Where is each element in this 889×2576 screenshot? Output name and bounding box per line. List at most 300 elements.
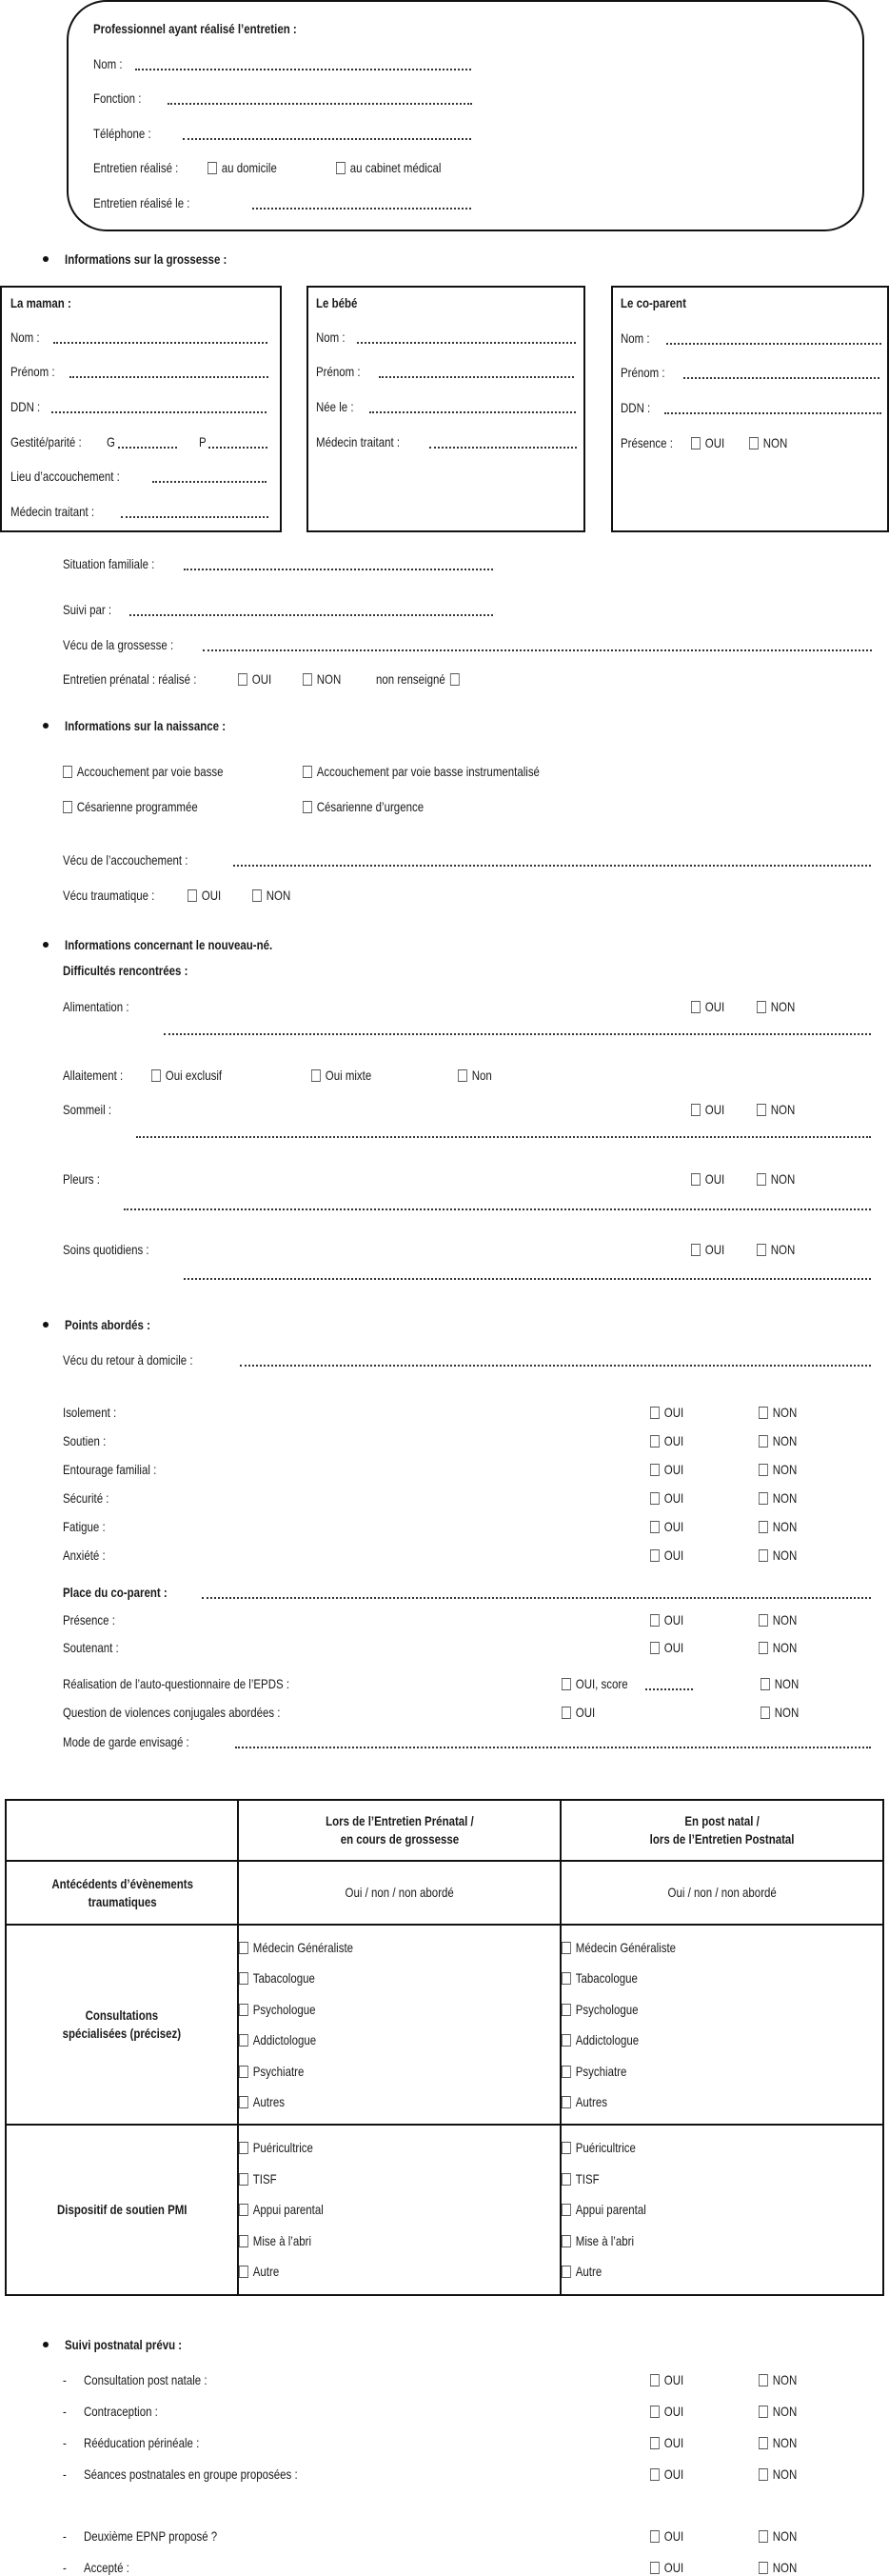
checkbox[interactable] bbox=[650, 1549, 660, 1562]
checkbox[interactable] bbox=[562, 2204, 571, 2216]
alimentation-non[interactable] bbox=[757, 998, 795, 1015]
oui-label: OUI bbox=[663, 2372, 684, 2387]
table-option[interactable] bbox=[562, 2025, 825, 2056]
dash-marker: - bbox=[63, 2372, 67, 2387]
checkbox[interactable] bbox=[562, 2235, 571, 2247]
soins-non[interactable] bbox=[757, 1241, 795, 1258]
oui-label: OUI bbox=[704, 1171, 725, 1187]
checkbox[interactable] bbox=[650, 2530, 660, 2543]
table-header-row bbox=[6, 1800, 883, 1861]
checkbox[interactable] bbox=[759, 2374, 768, 2386]
antecedents-prenatal-value[interactable] bbox=[238, 1861, 560, 1925]
alimentation-oui[interactable] bbox=[691, 998, 724, 1015]
vecu-retour-label: Vécu du retour à domicile : bbox=[63, 1352, 193, 1368]
place-coparent-field[interactable] bbox=[202, 1597, 871, 1599]
checkbox[interactable] bbox=[691, 1244, 701, 1256]
checkbox[interactable] bbox=[458, 1069, 467, 1082]
table-row bbox=[6, 2125, 883, 2295]
prof-entretien-realise-label: Entretien réalisé : bbox=[93, 160, 179, 175]
points-coparent-label: Soutenant : bbox=[63, 1640, 119, 1655]
suivi-item-oui[interactable] bbox=[650, 2434, 683, 2451]
table-option[interactable] bbox=[562, 1994, 825, 2026]
table-option[interactable] bbox=[562, 2256, 825, 2287]
place-coparent-label: Place du co-parent : bbox=[63, 1585, 168, 1600]
checkbox[interactable] bbox=[759, 1614, 768, 1627]
option-label: Accouchement par voie basse bbox=[76, 764, 224, 779]
bebe-nee-label: Née le : bbox=[316, 399, 354, 414]
non-label: NON bbox=[772, 2404, 798, 2419]
points-item-oui[interactable] bbox=[650, 1461, 683, 1478]
prof-nom-label: Nom : bbox=[93, 56, 123, 71]
table-option[interactable] bbox=[239, 2164, 502, 2195]
maman-p-label: P bbox=[199, 434, 207, 449]
checkbox[interactable] bbox=[562, 1707, 571, 1719]
suivi-item-label: Rééducation périnéale : bbox=[84, 2435, 200, 2450]
checkbox[interactable] bbox=[650, 2562, 660, 2574]
suivi-item-oui[interactable] bbox=[650, 2466, 683, 2483]
coparent-prenom-field[interactable] bbox=[683, 377, 879, 379]
checkbox[interactable] bbox=[303, 766, 312, 778]
alimentation-label: Alimentation : bbox=[63, 999, 129, 1014]
maman-nom-field[interactable] bbox=[53, 342, 267, 344]
suivi-item2-non[interactable] bbox=[759, 2527, 797, 2545]
checkbox[interactable] bbox=[759, 2468, 768, 2481]
violences-label: Question de violences conjugales abordées : bbox=[63, 1705, 281, 1720]
checkbox[interactable] bbox=[761, 1707, 770, 1719]
table-option[interactable] bbox=[239, 2056, 502, 2087]
bullet-icon bbox=[43, 1322, 49, 1328]
suivi-item2-non[interactable] bbox=[759, 2559, 797, 2576]
antecedents-postnatal-value[interactable] bbox=[561, 1861, 883, 1925]
points-item-oui[interactable] bbox=[650, 1432, 683, 1449]
naissance-option[interactable] bbox=[63, 763, 224, 780]
option-label: Addictologue bbox=[575, 2032, 639, 2047]
maman-p-field[interactable] bbox=[208, 447, 267, 449]
pleurs-non[interactable] bbox=[757, 1170, 795, 1188]
table-row bbox=[6, 1861, 883, 1925]
allaitement-option[interactable] bbox=[151, 1067, 222, 1084]
coparent-presence-label: Présence : bbox=[621, 435, 673, 450]
maman-gestite-label: Gestité/parité : bbox=[10, 434, 82, 449]
points-item-non[interactable] bbox=[759, 1518, 797, 1535]
checkbox[interactable] bbox=[303, 801, 312, 813]
option-label: Autre bbox=[575, 2264, 602, 2280]
naissance-heading: Informations sur la naissance : bbox=[65, 718, 227, 733]
option-label: Puéricultrice bbox=[253, 2140, 314, 2156]
coparent-ddn-field[interactable] bbox=[664, 412, 881, 414]
checkbox[interactable] bbox=[450, 673, 460, 686]
checkbox[interactable] bbox=[759, 2562, 768, 2574]
points-item-non[interactable] bbox=[759, 1461, 797, 1478]
option-label: Oui exclusif bbox=[165, 1068, 223, 1083]
header-line: Lors de l’Entretien Prénatal / bbox=[325, 1813, 474, 1828]
points-item-oui[interactable] bbox=[650, 1404, 683, 1421]
vecu-retour-field[interactable] bbox=[240, 1365, 871, 1367]
coparent-box bbox=[611, 286, 889, 532]
oui-label: OUI bbox=[201, 888, 222, 903]
table-option[interactable] bbox=[562, 2226, 825, 2257]
points-item-oui[interactable] bbox=[650, 1489, 683, 1507]
coparent-presence-oui[interactable] bbox=[691, 434, 724, 451]
checkbox[interactable] bbox=[761, 1678, 770, 1690]
bullet-icon bbox=[43, 2342, 49, 2347]
checkbox[interactable] bbox=[650, 2468, 660, 2481]
checkbox[interactable] bbox=[757, 1173, 766, 1186]
maman-box bbox=[0, 286, 282, 532]
checkbox[interactable] bbox=[562, 1678, 571, 1690]
table-corner-cell bbox=[6, 1800, 238, 1861]
table-option[interactable] bbox=[562, 2164, 825, 2195]
checkbox[interactable] bbox=[239, 2235, 248, 2247]
suivi-item-oui[interactable] bbox=[650, 2403, 683, 2420]
entretien-prenatal-non[interactable] bbox=[303, 670, 341, 688]
points-coparent-non[interactable] bbox=[759, 1639, 797, 1656]
checkbox[interactable] bbox=[238, 673, 247, 686]
oui-label: OUI bbox=[663, 2560, 684, 2575]
sommeil-label: Sommeil : bbox=[63, 1102, 112, 1117]
oui-label: OUI bbox=[663, 2466, 684, 2482]
table-option[interactable] bbox=[239, 1932, 502, 1964]
vecu-traumatique-label: Vécu traumatique : bbox=[63, 888, 155, 903]
checkbox[interactable] bbox=[691, 437, 701, 449]
table-option[interactable] bbox=[562, 1932, 825, 1964]
row-label-consultations bbox=[6, 1925, 238, 2125]
coparent-nom-field[interactable] bbox=[666, 343, 881, 345]
epds-score-field[interactable] bbox=[645, 1688, 693, 1690]
option-label: Autre bbox=[253, 2264, 280, 2280]
pleurs-field[interactable] bbox=[124, 1208, 871, 1210]
suivi-item-non[interactable] bbox=[759, 2371, 797, 2388]
pleurs-oui[interactable] bbox=[691, 1170, 724, 1188]
checkbox[interactable] bbox=[759, 1492, 768, 1505]
suivi-item-non[interactable] bbox=[759, 2434, 797, 2451]
option-label: Césarienne d’urgence bbox=[316, 799, 425, 814]
points-item-label: Entourage familial : bbox=[63, 1462, 157, 1477]
non-label: NON bbox=[772, 1548, 798, 1563]
points-item-non[interactable] bbox=[759, 1489, 797, 1507]
entretien-prenatal-oui[interactable] bbox=[238, 670, 271, 688]
table-header-prenatal bbox=[238, 1800, 560, 1861]
checkbox[interactable] bbox=[749, 437, 759, 449]
option-label: Psychologue bbox=[575, 2001, 639, 2017]
epds-non[interactable] bbox=[761, 1675, 799, 1692]
points-coparent-oui[interactable] bbox=[650, 1611, 683, 1628]
label-line: Consultations bbox=[85, 2007, 159, 2023]
table-option[interactable] bbox=[239, 2194, 502, 2226]
vecu-accouchement-field[interactable] bbox=[233, 865, 871, 867]
checkbox[interactable] bbox=[151, 1069, 161, 1082]
checkbox[interactable] bbox=[759, 1521, 768, 1533]
vecu-traumatique-non[interactable] bbox=[252, 887, 290, 904]
checkbox[interactable] bbox=[239, 1972, 248, 1985]
maman-ddn-label: DDN : bbox=[10, 399, 41, 414]
checkbox[interactable] bbox=[759, 2530, 768, 2543]
option-label: Appui parental bbox=[575, 2202, 646, 2218]
checkbox[interactable] bbox=[562, 1972, 571, 1985]
checkbox[interactable] bbox=[757, 1104, 766, 1116]
sommeil-oui[interactable] bbox=[691, 1101, 724, 1118]
checkbox[interactable] bbox=[252, 889, 262, 902]
points-coparent-label: Présence : bbox=[63, 1612, 115, 1627]
bebe-nom-label: Nom : bbox=[316, 329, 346, 345]
points-item-oui[interactable] bbox=[650, 1547, 683, 1564]
non-label: NON bbox=[770, 1171, 796, 1187]
allaitement-option[interactable] bbox=[458, 1067, 492, 1084]
checkbox[interactable] bbox=[239, 2066, 248, 2078]
grossesse-heading: Informations sur la grossesse : bbox=[65, 251, 227, 267]
checkbox[interactable] bbox=[650, 2374, 660, 2386]
table-option[interactable] bbox=[239, 2025, 502, 2056]
epds-oui-label: OUI, score bbox=[575, 1676, 628, 1691]
maman-title: La maman : bbox=[10, 295, 71, 310]
table-option[interactable] bbox=[562, 1963, 825, 1994]
checkbox[interactable] bbox=[650, 1435, 660, 1448]
professional-title: Professionnel ayant réalisé l’entretien : bbox=[93, 21, 297, 36]
suivi-item2-label: Deuxième EPNP proposé ? bbox=[84, 2528, 218, 2544]
non-label: NON bbox=[772, 1612, 798, 1627]
maman-prenom-field[interactable] bbox=[69, 376, 268, 378]
option-domicile[interactable] bbox=[207, 159, 277, 176]
checkbox[interactable] bbox=[239, 2034, 248, 2047]
bebe-title: Le bébé bbox=[316, 295, 358, 310]
naissance-option[interactable] bbox=[63, 798, 198, 815]
checkbox[interactable] bbox=[239, 2004, 248, 2016]
points-item-label: Fatigue : bbox=[63, 1519, 106, 1534]
entretien-prenatal-non-renseigne[interactable] bbox=[376, 670, 460, 688]
option-domicile-label: au domicile bbox=[221, 160, 277, 175]
pmi-postnatal-options bbox=[561, 2125, 883, 2295]
bebe-nom-field[interactable] bbox=[357, 342, 576, 344]
consultations-postnatal-options bbox=[561, 1925, 883, 2125]
oui-label: OUI bbox=[704, 1242, 725, 1257]
checkbox[interactable] bbox=[757, 1001, 766, 1013]
value-text: Oui / non / non abordé bbox=[667, 1885, 777, 1900]
oui-label: OUI bbox=[663, 1640, 684, 1655]
vecu-grossesse-field[interactable] bbox=[203, 649, 872, 651]
non-label: NON bbox=[772, 2435, 798, 2450]
table-option[interactable] bbox=[562, 2087, 825, 2118]
alimentation-field[interactable] bbox=[164, 1033, 871, 1035]
mode-garde-field[interactable] bbox=[235, 1747, 871, 1748]
soins-field[interactable] bbox=[184, 1278, 871, 1280]
sommeil-field[interactable] bbox=[136, 1136, 871, 1138]
checkbox[interactable] bbox=[691, 1173, 701, 1186]
non-label: NON bbox=[316, 671, 342, 687]
checkbox[interactable] bbox=[650, 1614, 660, 1627]
checkbox[interactable] bbox=[562, 2266, 571, 2278]
table-option[interactable] bbox=[239, 2087, 502, 2118]
table-option[interactable] bbox=[239, 1963, 502, 1994]
checkbox[interactable] bbox=[691, 1001, 701, 1013]
coparent-prenom-label: Prénom : bbox=[621, 365, 665, 380]
points-item-non[interactable] bbox=[759, 1547, 797, 1564]
suivi-item2-oui[interactable] bbox=[650, 2527, 683, 2545]
suivi-item-oui[interactable] bbox=[650, 2371, 683, 2388]
checkbox[interactable] bbox=[239, 2096, 248, 2108]
points-item-non[interactable] bbox=[759, 1432, 797, 1449]
prof-date-field[interactable] bbox=[252, 208, 471, 210]
checkbox[interactable] bbox=[562, 2004, 571, 2016]
maman-lieu-label: Lieu d’accouchement : bbox=[10, 469, 120, 484]
checkbox[interactable] bbox=[239, 2266, 248, 2278]
header-line: lors de l’Entretien Postnatal bbox=[649, 1831, 795, 1847]
checkbox[interactable] bbox=[759, 1464, 768, 1476]
situation-familiale-field[interactable] bbox=[184, 569, 493, 570]
checkbox[interactable] bbox=[650, 2437, 660, 2449]
points-item-oui[interactable] bbox=[650, 1518, 683, 1535]
option-label: Addictologue bbox=[253, 2032, 317, 2047]
vecu-traumatique-oui[interactable] bbox=[188, 887, 221, 904]
non-label: NON bbox=[770, 1242, 796, 1257]
option-label: Accouchement par voie basse instrumentalisé bbox=[316, 764, 540, 779]
prof-fonction-label: Fonction : bbox=[93, 90, 142, 106]
non-label: NON bbox=[772, 1519, 798, 1534]
checkbox[interactable] bbox=[650, 1642, 660, 1654]
checkbox-domicile[interactable] bbox=[207, 162, 217, 174]
checkbox[interactable] bbox=[650, 1521, 660, 1533]
checkbox[interactable] bbox=[239, 1942, 248, 1954]
checkbox[interactable] bbox=[562, 2096, 571, 2108]
option-label: Autres bbox=[253, 2094, 286, 2109]
option-label: Oui mixte bbox=[325, 1068, 372, 1083]
prof-nom-field[interactable] bbox=[135, 69, 471, 70]
table-option[interactable] bbox=[562, 2056, 825, 2087]
dash-marker: - bbox=[63, 2404, 67, 2419]
maman-ddn-field[interactable] bbox=[51, 411, 267, 413]
dash-marker: - bbox=[63, 2560, 67, 2575]
bebe-medecin-field[interactable] bbox=[429, 447, 577, 449]
suivi-item2-oui[interactable] bbox=[650, 2559, 683, 2576]
bebe-nee-field[interactable] bbox=[369, 411, 576, 413]
sommeil-non[interactable] bbox=[757, 1101, 795, 1118]
allaitement-option[interactable] bbox=[311, 1067, 371, 1084]
header-line: En post natal / bbox=[684, 1813, 760, 1828]
oui-label: OUI bbox=[663, 1490, 684, 1506]
checkbox[interactable] bbox=[759, 1549, 768, 1562]
checkbox[interactable] bbox=[63, 801, 72, 813]
suivi-item-non[interactable] bbox=[759, 2466, 797, 2483]
checkbox[interactable] bbox=[239, 2142, 248, 2154]
maman-g-field[interactable] bbox=[118, 447, 177, 449]
checkbox[interactable] bbox=[650, 1407, 660, 1419]
points-item-label: Isolement : bbox=[63, 1405, 117, 1420]
suivi-item-label: Consultation post natale : bbox=[84, 2372, 207, 2387]
naissance-option[interactable] bbox=[303, 763, 540, 780]
oui-label: OUI bbox=[663, 1433, 684, 1448]
non-label: NON bbox=[772, 1490, 798, 1506]
follow-up-table bbox=[5, 1799, 884, 2296]
epds-oui[interactable] bbox=[562, 1675, 628, 1692]
bullet-icon bbox=[43, 723, 49, 729]
points-coparent-oui[interactable] bbox=[650, 1639, 683, 1656]
table-option[interactable] bbox=[562, 2132, 825, 2164]
table-row bbox=[6, 1925, 883, 2125]
checkbox[interactable] bbox=[562, 1942, 571, 1954]
violences-oui[interactable] bbox=[562, 1704, 595, 1721]
table-option[interactable] bbox=[562, 2194, 825, 2226]
soins-oui[interactable] bbox=[691, 1241, 724, 1258]
oui-label: OUI bbox=[663, 1519, 684, 1534]
prof-fonction-field[interactable] bbox=[168, 103, 472, 105]
non-label: NON bbox=[770, 999, 796, 1014]
checkbox[interactable] bbox=[759, 2437, 768, 2449]
coparent-presence-non[interactable] bbox=[749, 434, 787, 451]
option-label: Autres bbox=[575, 2094, 607, 2109]
suivi-item-label: Séances postnatales en groupe proposées : bbox=[84, 2466, 298, 2482]
non-label: NON bbox=[762, 435, 788, 450]
checkbox[interactable] bbox=[650, 1492, 660, 1505]
non-label: NON bbox=[266, 888, 291, 903]
vecu-grossesse-label: Vécu de la grossesse : bbox=[63, 637, 174, 652]
prof-telephone-field[interactable] bbox=[183, 138, 471, 140]
checkbox[interactable] bbox=[63, 766, 72, 778]
checkbox[interactable] bbox=[650, 1464, 660, 1476]
suivi-item-non[interactable] bbox=[759, 2403, 797, 2420]
option-label: Psychiatre bbox=[575, 2063, 627, 2079]
label-line: spécialisées (précisez) bbox=[62, 2026, 182, 2041]
table-option[interactable] bbox=[239, 2226, 502, 2257]
suivi-par-field[interactable] bbox=[129, 614, 493, 616]
checkbox[interactable] bbox=[759, 1642, 768, 1654]
table-option[interactable] bbox=[239, 2132, 502, 2164]
checkbox[interactable] bbox=[759, 1407, 768, 1419]
option-label: Non bbox=[471, 1068, 492, 1083]
header-line: en cours de grossesse bbox=[340, 1831, 459, 1847]
checkbox[interactable] bbox=[303, 673, 312, 686]
option-label: Mise à l’abri bbox=[575, 2232, 634, 2248]
oui-label: OUI bbox=[704, 999, 725, 1014]
coparent-ddn-label: DDN : bbox=[621, 400, 651, 415]
points-item-non[interactable] bbox=[759, 1404, 797, 1421]
allaitement-label: Allaitement : bbox=[63, 1068, 124, 1083]
situation-familiale-label: Situation familiale : bbox=[63, 556, 155, 571]
violences-non[interactable] bbox=[761, 1704, 799, 1721]
bebe-prenom-field[interactable] bbox=[379, 376, 574, 378]
non-label: NON bbox=[772, 2528, 798, 2544]
suivi-item2-label: Accepté : bbox=[84, 2560, 129, 2575]
checkbox[interactable] bbox=[562, 2034, 571, 2047]
checkbox[interactable] bbox=[311, 1069, 321, 1082]
checkbox[interactable] bbox=[757, 1244, 766, 1256]
points-coparent-non[interactable] bbox=[759, 1611, 797, 1628]
checkbox[interactable] bbox=[239, 2204, 248, 2216]
table-option[interactable] bbox=[239, 1994, 502, 2026]
option-cabinet[interactable] bbox=[336, 159, 441, 176]
maman-medecin-field[interactable] bbox=[121, 516, 268, 518]
table-option[interactable] bbox=[239, 2256, 502, 2287]
checkbox[interactable] bbox=[650, 2406, 660, 2418]
row-label-antecedents bbox=[6, 1861, 238, 1925]
maman-lieu-field[interactable] bbox=[152, 481, 267, 483]
checkbox[interactable] bbox=[562, 2142, 571, 2154]
checkbox[interactable] bbox=[562, 2173, 571, 2186]
entretien-prenatal-label: Entretien prénatal : réalisé : bbox=[63, 671, 197, 687]
option-label: Médecin Généraliste bbox=[575, 1939, 676, 1955]
oui-label: OUI bbox=[663, 1612, 684, 1627]
checkbox[interactable] bbox=[759, 2406, 768, 2418]
checkbox[interactable] bbox=[759, 1435, 768, 1448]
option-label: Mise à l’abri bbox=[253, 2232, 312, 2248]
checkbox[interactable] bbox=[188, 889, 197, 902]
oui-label: OUI bbox=[704, 435, 725, 450]
checkbox[interactable] bbox=[239, 2173, 248, 2186]
checkbox[interactable] bbox=[562, 2066, 571, 2078]
oui-label: OUI bbox=[663, 1462, 684, 1477]
non-label: NON bbox=[772, 1462, 798, 1477]
checkbox[interactable] bbox=[691, 1104, 701, 1116]
checkbox-cabinet[interactable] bbox=[336, 162, 346, 174]
naissance-option[interactable] bbox=[303, 798, 424, 815]
